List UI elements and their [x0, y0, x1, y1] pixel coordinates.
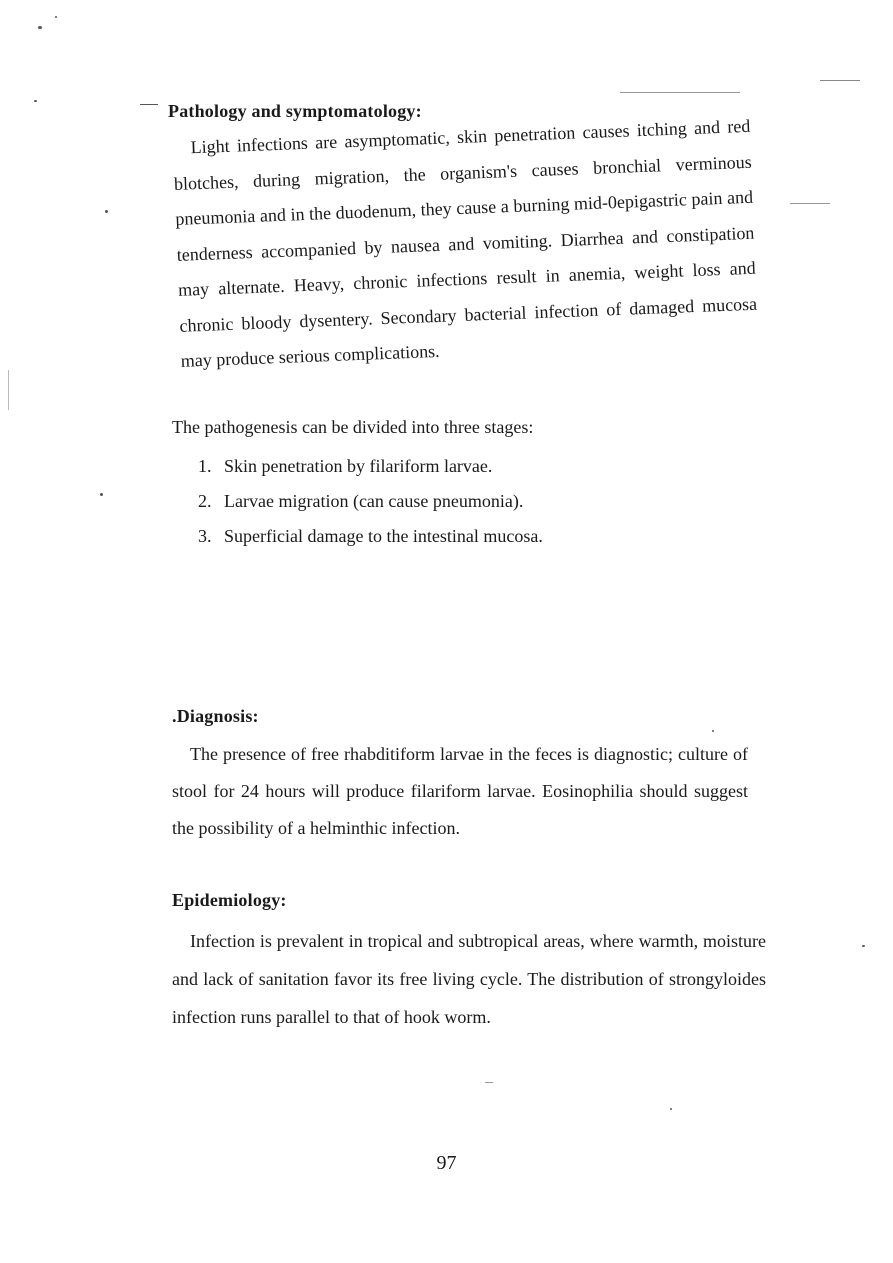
- page-number: 97: [436, 1152, 457, 1174]
- scan-speck: [100, 493, 103, 496]
- stage-text: Larvae migration (can cause pneumonia).: [224, 491, 524, 511]
- stage-item: [198, 519, 543, 554]
- stage-text: Superficial damage to the intestinal mucosa.: [224, 526, 543, 546]
- scan-speck: [670, 1108, 672, 1110]
- diagnosis-paragraph: The presence of free rhabditiform larvae in the feces is diagnostic; culture of stool for 24 hours will produce filariform larvae. Eosinophilia should suggest the possibility of a helminthic infection.: [172, 744, 748, 838]
- scan-speck: [105, 210, 108, 213]
- scan-speck: [140, 104, 158, 105]
- section-heading-pathology: Pathology and symptomatology:: [168, 101, 422, 121]
- scan-speck: [34, 100, 37, 102]
- scan-speck: [820, 80, 860, 81]
- stage-number: 3.: [198, 526, 212, 546]
- scan-speck: [8, 370, 9, 410]
- scan-speck: [862, 945, 865, 947]
- scan-speck: [485, 1082, 493, 1083]
- pathogenesis-intro: The pathogenesis can be divided into three stages:: [172, 417, 534, 437]
- scan-speck: [790, 203, 830, 204]
- scan-speck: [712, 730, 714, 732]
- pathology-paragraph: Light infections are asymptomatic, skin penetration causes itching and red blotches, during migration, the organism's causes bronchial verminous pneumonia and in the duodenum, they cause a burning mid-0epigastric pain and tenderness accompanied by nausea and vomiting. Diarrhea and constipation may alternate. Heavy, chronic infections result in anemia, weight loss and chronic bloody dysentery. Secondary bacterial infection of damaged mucosa may produce serious complications.: [173, 115, 758, 371]
- stage-item: [198, 449, 543, 484]
- stage-number: 1.: [198, 456, 212, 476]
- section-heading-epidemiology: Epidemiology:: [172, 890, 287, 910]
- scan-speck: [55, 16, 57, 18]
- stage-text: Skin penetration by filariform larvae.: [224, 456, 493, 476]
- scan-speck: [620, 92, 740, 93]
- pathogenesis-stage-list: [198, 449, 543, 554]
- epidemiology-paragraph: Infection is prevalent in tropical and subtropical areas, where warmth, moisture and lack of sanitation favor its free living cycle. The distribution of strongyloides infection runs parallel to that of hook worm.: [172, 931, 766, 1027]
- stage-item: [198, 484, 543, 519]
- scan-speck: [38, 26, 42, 29]
- stage-number: 2.: [198, 491, 212, 511]
- section-heading-diagnosis: .Diagnosis:: [172, 706, 259, 726]
